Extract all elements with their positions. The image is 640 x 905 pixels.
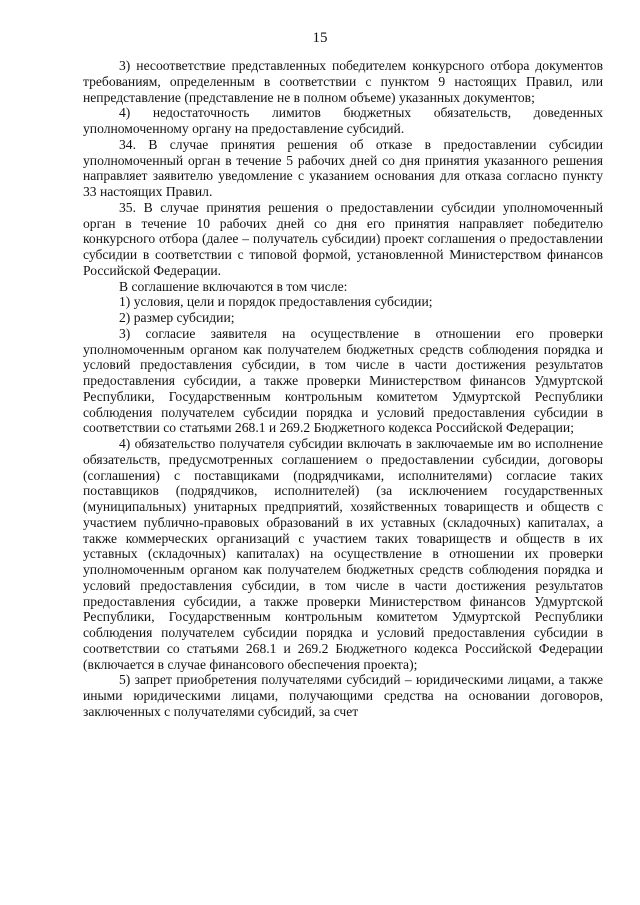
page-number: 15 [312, 30, 328, 46]
paragraph-item-4-insufficient-limits: 4) недостаточность лимитов бюджетных обязательств, доведенных уполномоченному органу на предоставление субсидий. [83, 105, 603, 136]
paragraph-agreement-includes: В соглашение включаются в том числе: [119, 278, 348, 294]
paragraph-item-1-conditions: 1) условия, цели и порядок предоставления субсидии; [119, 294, 433, 310]
paragraph-item-4-obligation: 4) обязательство получателя субсидии включать в заключаемые им во исполнение обязательств, предусмотренных соглашением о предоставлении субсидии, договоры (соглашения) с поставщиками (подрядчиками, исполнителями) согласие таких поставщиков (подрядчиков, исполнителей) (за исключением государственных (муниципальных) унитарных предприятий, хозяйственных товариществ и обществ с участием публично-правовых образований в их уставных (складочных) капиталах, а также коммерческих организаций с участием таких товариществ и обществ в их уставных (складочных) капиталах) на осуществление в отношении их проверки уполномоченным органом как получателем бюджетных средств соблюдения порядка и условий предоставления субсидии, в том числе в части достижения результатов предоставления субсидии, а также проверки Министерством финансов Удмуртской Республики, Государственным контрольным комитетом Удмуртской Республики соблюдения получателем субсидии порядка и условий предоставления субсидии в соответствии со статьями 268.1 и 269.2 Бюджетного кодекса Российской Федерации (включается в случае финансового обеспечения проекта); [83, 436, 603, 672]
document-body [83, 58, 603, 720]
paragraph-item-5-prohibition: 5) запрет приобретения получателями субсидий – юридическими лицами, а также иными юридическими лицами, получающими средства на основании договоров, заключенных с получателями субсидий, за счет [83, 672, 603, 719]
paragraph-clause-34: 34. В случае принятия решения об отказе в предоставлении субсидии уполномоченный орган в течение 5 рабочих дней со дня принятия указанного решения направляет заявителю уведомление с указанием основания для отказа согласно пункту 33 настоящих Правил. [83, 136, 603, 199]
paragraph-item-3-nonconformity: 3) несоответствие представленных победителем конкурсного отбора документов требованиям, определенным в соответствии с пунктом 9 настоящих Правил, или непредставление (представление не в полном объеме) указанных документов; [83, 58, 603, 105]
paragraph-clause-35: 35. В случае принятия решения о предоставлении субсидии уполномоченный орган в течение 10 рабочих дней со дня его принятия направляет победителю конкурсного отбора (далее – получатель субсидии) проект соглашения о предоставлении субсидии в соответствии с типовой формой, установленной Министерством финансов Российской Федерации. [83, 199, 603, 278]
paragraph-item-2-amount: 2) размер субсидии; [119, 310, 235, 325]
paragraph-item-3-consent: 3) согласие заявителя на осуществление в отношении его проверки уполномоченным органом как получателем бюджетных средств соблюдения порядка и условий предоставления субсидии, в том числе в части достижения результатов предоставления субсидии, а также проверки Министерством финансов Удмуртской Республики, Государственным контрольным комитетом Удмуртской Республики соблюдения получателем субсидии порядка и условий предоставления субсидии в соответствии со статьями 268.1 и 269.2 Бюджетного кодекса Российской Федерации; [83, 325, 603, 436]
